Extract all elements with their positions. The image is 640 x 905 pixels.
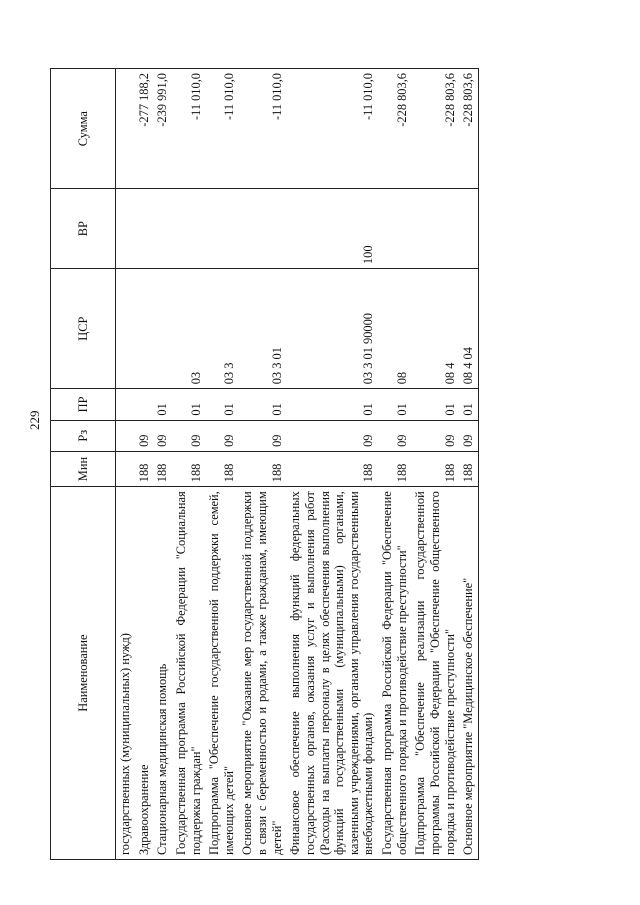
cell-pr: 01 [378, 389, 411, 420]
cell-pr: 01 [172, 389, 205, 420]
cell-pr: 01 [238, 389, 286, 420]
cell-rz: 09 [459, 420, 478, 451]
table-row [378, 69, 411, 860]
cell-name: Государственная программа Российской Федерации "Социальная поддержка граждан" [172, 487, 205, 860]
cell-min [116, 451, 135, 486]
cell-rz: 09 [378, 420, 411, 451]
cell-name: Основное мероприятие "Оказание мер государственной поддержки в связи с беременностью и родами, а также гражданам, имеющим детей" [238, 487, 286, 860]
page-number-text: 229 [27, 410, 42, 430]
cell-sum: -228 803,6 [459, 69, 478, 189]
cell-name: Государственная программа Российской Федерации "Обеспечение общественного порядка и противодействие преступности" [378, 487, 411, 860]
cell-rz [116, 420, 135, 451]
cell-name: государственных (муниципальных) нужд) [116, 487, 135, 860]
rotated-content [50, 60, 610, 860]
cell-min: 188 [459, 451, 478, 486]
cell-rz: 09 [135, 420, 154, 451]
cell-pr: 01 [153, 389, 172, 420]
table-row [172, 69, 205, 860]
cell-sum: -11 010,0 [238, 69, 286, 189]
cell-rz: 09 [238, 420, 286, 451]
cell-csr: 03 [172, 269, 205, 389]
cell-csr [135, 269, 154, 389]
cell-csr: 08 4 [411, 269, 459, 389]
cell-sum: -228 803,6 [378, 69, 411, 189]
column-header-name: Наименование [51, 487, 116, 860]
cell-csr [116, 269, 135, 389]
cell-name: Здравоохранение [135, 487, 154, 860]
cell-min: 188 [205, 451, 238, 486]
cell-rz: 09 [205, 420, 238, 451]
cell-csr: 03 3 01 90000 [286, 269, 378, 389]
column-header-sum: Сумма [51, 69, 116, 189]
table-row [205, 69, 238, 860]
cell-rz: 09 [286, 420, 378, 451]
table-row [286, 69, 378, 860]
cell-vr [411, 189, 459, 269]
table-row [411, 69, 459, 860]
cell-sum: -11 010,0 [205, 69, 238, 189]
cell-name: Стационарная медицинская помощь [153, 487, 172, 860]
cell-sum: -239 991,0 [153, 69, 172, 189]
cell-csr [153, 269, 172, 389]
cell-pr: 01 [411, 389, 459, 420]
cell-min: 188 [153, 451, 172, 486]
cell-min: 188 [135, 451, 154, 486]
cell-min: 188 [172, 451, 205, 486]
table-row [135, 69, 154, 860]
cell-csr: 03 3 [205, 269, 238, 389]
column-header-pr: ПР [51, 389, 116, 420]
cell-vr [459, 189, 478, 269]
cell-pr [135, 389, 154, 420]
cell-name: Основное мероприятие "Медицинское обеспечение" [459, 487, 478, 860]
cell-vr [172, 189, 205, 269]
table-row [238, 69, 286, 860]
cell-pr [116, 389, 135, 420]
cell-rz: 09 [153, 420, 172, 451]
table-row [116, 69, 135, 860]
cell-vr [135, 189, 154, 269]
cell-min: 188 [378, 451, 411, 486]
column-header-csr: ЦСР [51, 269, 116, 389]
cell-pr: 01 [459, 389, 478, 420]
cell-rz: 09 [411, 420, 459, 451]
cell-min: 188 [411, 451, 459, 486]
cell-name: Подпрограмма "Обеспечение государственной поддержки семей, имеющих детей" [205, 487, 238, 860]
table-row [153, 69, 172, 860]
cell-rz: 09 [172, 420, 205, 451]
cell-sum: -277 188,2 [135, 69, 154, 189]
column-header-vr: ВР [51, 189, 116, 269]
cell-vr [153, 189, 172, 269]
cell-sum: -228 803,6 [411, 69, 459, 189]
cell-sum [116, 69, 135, 189]
column-header-rz: Рз [51, 420, 116, 451]
cell-vr: 100 [286, 189, 378, 269]
cell-pr: 01 [286, 389, 378, 420]
cell-vr [238, 189, 286, 269]
cell-vr [205, 189, 238, 269]
budget-table [50, 68, 479, 860]
cell-vr [378, 189, 411, 269]
cell-pr: 01 [205, 389, 238, 420]
cell-vr [116, 189, 135, 269]
cell-min: 188 [286, 451, 378, 486]
column-header-min: Мин [51, 451, 116, 486]
cell-name: Финансовое обеспечение выполнения функций федеральных государственных органов, оказания услуг и выполнения работ (Расходы на выплаты персоналу в целях обеспечения выполнения функций государственными (муниципальными) органами, казенными учреждениями, органами управления государственными внебюджетными фондами) [286, 487, 378, 860]
cell-csr: 08 [378, 269, 411, 389]
cell-csr: 08 4 04 [459, 269, 478, 389]
cell-sum: -11 010,0 [286, 69, 378, 189]
cell-name: Подпрограмма "Обеспечение реализации государственной программы Российской Федерации "Обеспечение общественного порядка и противодействие преступности" [411, 487, 459, 860]
cell-min: 188 [238, 451, 286, 486]
cell-csr: 03 3 01 [238, 269, 286, 389]
cell-sum: -11 010,0 [172, 69, 205, 189]
table-header-row [51, 69, 116, 860]
table-row [459, 69, 478, 860]
